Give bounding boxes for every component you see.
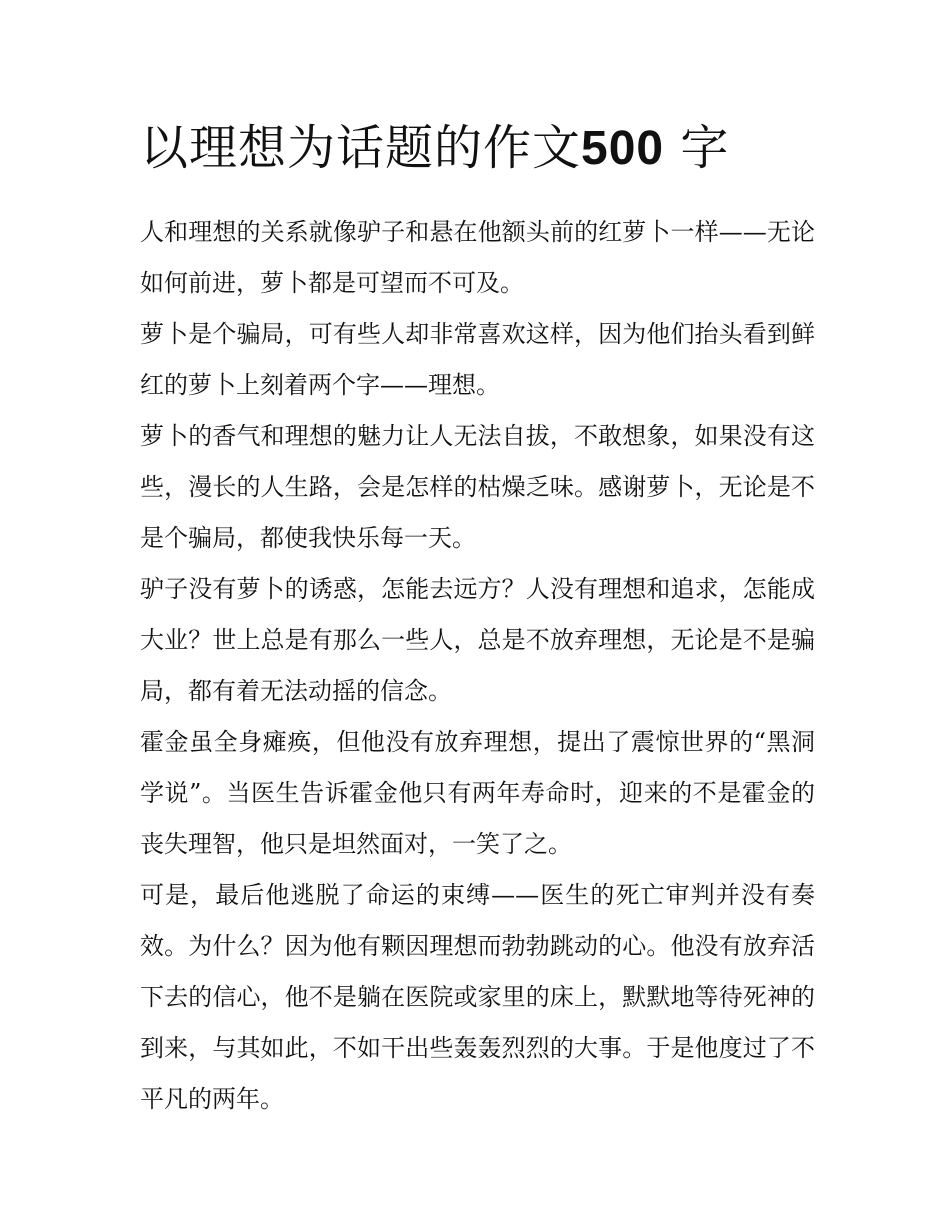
paragraph: 萝卜是个骗局，可有些人却非常喜欢这样，因为他们抬头看到鲜红的萝卜上刻着两个字——理想。 [140, 320, 815, 399]
document-body [140, 207, 815, 1125]
paragraph: 萝卜的香气和理想的魅力让人无法自拔，不敢想象，如果没有这些，漫长的人生路，会是怎样的枯燥乏味。感谢萝卜，无论是不是个骗局，都使我快乐每一天。 [140, 422, 815, 552]
paragraph: 霍金虽全身瘫痪，但他没有放弃理想，提出了震惊世界的“黑洞学说”。当医生告诉霍金他只有两年寿命时，迎来的不是霍金的丧失理智，他只是坦然面对，一笑了之。 [140, 728, 815, 858]
document-page [140, 112, 815, 1125]
title-text: 以理想为话题的作文 [140, 120, 582, 176]
paragraph: 驴子没有萝卜的诱惑，怎能去远方？人没有理想和追求，怎能成大业？世上总是有那么一些人，总是不放弃理想，无论是不是骗局，都有着无法动摇的信念。 [140, 575, 815, 705]
document-title [140, 112, 815, 185]
paragraph: 可是，最后他逃脱了命运的束缚——医生的死亡审判并没有奏效。为什么？因为他有颗因理想而勃勃跳动的心。他没有放弃活下去的信心，他不是躺在医院或家里的床上，默默地等待死神的到来，与其如此，不如干出些轰轰烈烈的大事。于是他度过了不平凡的两年。 [140, 881, 815, 1113]
title-number: 500 [581, 122, 665, 175]
title-suffix: 字 [680, 120, 730, 176]
paragraph: 人和理想的关系就像驴子和悬在他额头前的红萝卜一样——无论如何前进，萝卜都是可望而不可及。 [140, 218, 815, 297]
